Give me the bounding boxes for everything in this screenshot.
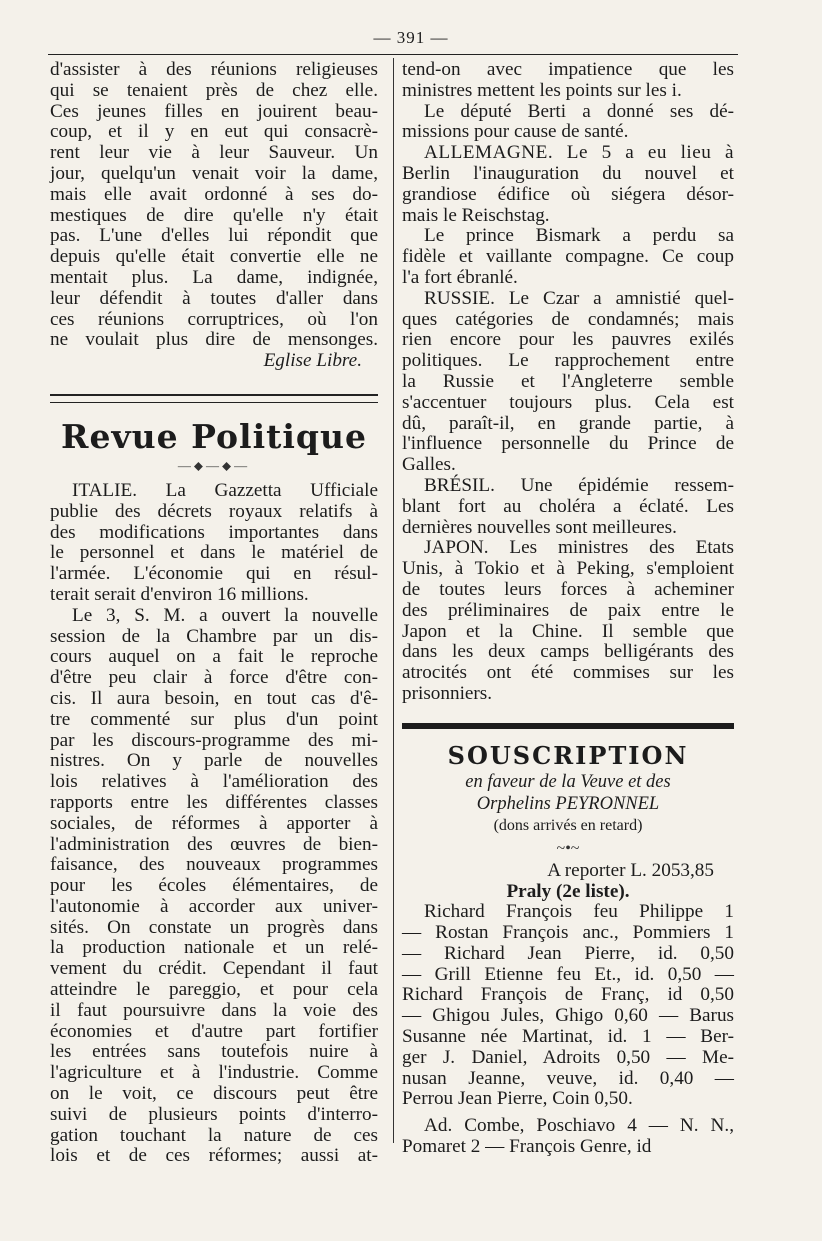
right-column — [402, 60, 734, 1158]
text-line: mais elle avait ordonné à ses do- — [50, 183, 378, 205]
text-line: Unis, à Tokio et à Peking, s'emploient — [402, 558, 734, 580]
donation-line: Susanne née Martinat, id. 1 — Ber- — [402, 1026, 734, 1048]
donation-line: ger J. Daniel, Adroits 0,50 — Me- — [402, 1046, 734, 1068]
donation-line: — Grill Etienne feu Et., id. 0,50 — — [402, 963, 734, 985]
donation-line: — Rostan François anc., Pommiers 1 — [402, 922, 734, 944]
text-line: l'agriculture et à l'industrie. Comme — [50, 1062, 378, 1084]
ornament: —⬥—⬥— — [177, 457, 251, 473]
text-line: rapports entre les différentes classes — [50, 791, 378, 813]
donation-line: Ad. Combe, Poschiavo 4 — N. N., — [424, 1115, 734, 1137]
text-line: des préliminaires de paix entre le — [402, 599, 734, 621]
page-number: — 391 — — [373, 28, 449, 47]
text-line: tend-on avec impatience que les — [402, 59, 734, 80]
text-line: politiques. Le rapprochement entre — [402, 350, 734, 372]
text-line: jour, quelqu'un venait voir la dame, — [50, 162, 378, 184]
left-column — [50, 60, 378, 1167]
column-divider — [393, 58, 394, 1143]
text-line: rent leur vie à leur Sauveur. Un — [50, 142, 378, 164]
souscription-subtitle: Orphelins PEYRONNEL — [476, 793, 660, 814]
souscription-subtitle: en faveur de la Veuve et des — [465, 771, 671, 792]
text-line: missions pour cause de santé. — [402, 121, 629, 143]
text-line: ques catégories de condamnés; mais — [402, 308, 734, 330]
text-line: JAPON. Les ministres des Etats — [424, 537, 734, 559]
text-line: ces réunions corruptrices, où l'on — [50, 308, 378, 330]
signature: Eglise Libre. — [263, 350, 362, 372]
text-line: BRÉSIL. Une épidémie ressem- — [424, 474, 734, 496]
text-line: dû, paraît-il, en grande partie, à — [402, 412, 734, 434]
text-line: l'a fort ébranlé. — [402, 266, 518, 288]
text-line: terait serait d'environ 16 millions. — [50, 583, 309, 605]
text-line: Galles. — [402, 454, 456, 476]
text-line: de toutes leurs forces à acheminer — [402, 578, 734, 600]
report-total: A reporter L. 2053,85 — [547, 859, 714, 881]
text-line: atrocités ont été commises sur les — [402, 662, 734, 684]
text-line: ne voulait plus dire de mensonges. — [50, 329, 378, 351]
text-line: Le 3, S. M. a ouvert la nouvelle — [72, 604, 378, 626]
donation-line: Richard François feu Philippe 1 — [424, 901, 734, 923]
donation-line: Richard François de Franç, id 0,50 — [402, 984, 734, 1006]
text-line: suivi de plusieurs points d'interro- — [50, 1103, 378, 1125]
text-line: publie des décrets royaux relatifs à — [50, 500, 378, 522]
text-line: lois et de ces réformes; aussi at- — [50, 1145, 378, 1167]
text-line: rien encore pour les pauvres exilés — [402, 329, 734, 351]
text-line: ALLEMAGNE. Le 5 a eu lieu à — [424, 142, 734, 164]
souscription-title: SOUSCRIPTION — [447, 740, 689, 770]
text-line: dernières nouvelles sont meilleures. — [402, 516, 677, 538]
souscription-note: (dons arrivés en retard) — [493, 816, 643, 834]
text-line: l'armée. L'économie qui en résul- — [50, 563, 378, 585]
text-line: l'influence personnelle du Prince de — [402, 433, 734, 455]
donation-line: Pomaret 2 — François Genre, id — [402, 1136, 652, 1158]
text-line: mestiques de dire qu'elle n'y était — [50, 204, 378, 226]
ornament: ~•~ — [556, 839, 580, 857]
text-line: Le prince Bismark a perdu sa — [424, 225, 734, 247]
italie-paragraph — [50, 481, 378, 606]
text-line: ITALIE. La Gazzetta Ufficiale — [72, 479, 378, 501]
praly-heading: Praly (2e liste). — [506, 880, 630, 902]
section-rule — [50, 394, 378, 403]
text-line: coup, et il y en eut qui consacrè- — [50, 121, 378, 143]
text-line: sités. On constate un progrès dans — [50, 916, 378, 938]
text-line: des modifications importantes dans — [50, 521, 378, 543]
text-line: nistres. On y parle de nouvelles — [50, 750, 378, 772]
religious-meetings-paragraph — [50, 60, 378, 372]
text-line: qui se tenaient près de chez elle. — [50, 79, 378, 101]
text-line: Ces jeunes filles en jouirent beau- — [50, 100, 378, 122]
donation-line: Perrou Jean Pierre, Coin 0,50. — [402, 1088, 633, 1110]
donation-line: nusan Jeanne, veuve, id. 0,40 — — [402, 1067, 734, 1089]
text-line: sociales, de réformes à apporter à — [50, 812, 378, 834]
text-line: mentait plus. La dame, indignée, — [50, 266, 378, 288]
souscription-section — [402, 741, 734, 1158]
text-line: la Russie et l'Angleterre semble — [402, 370, 734, 392]
text-line: pour les écoles élémentaires, de — [50, 875, 378, 897]
text-line: mais le Reischstag. — [402, 204, 550, 226]
text-line: faisance, des nouveaux programmes — [50, 854, 378, 876]
text-line: s'accentuer toujours plus. Cela est — [402, 391, 734, 413]
section-heading: Revue Politique — [61, 416, 367, 456]
text-line: depuis qu'elle était convertie elle ne — [50, 246, 378, 268]
text-line: d'assister à des réunions religieuses — [50, 59, 378, 80]
text-line: prisonniers. — [402, 682, 493, 704]
text-line: les entrées sans toutefois nuire à — [50, 1041, 378, 1063]
text-line: lois relatives à l'amélioration des — [50, 771, 378, 793]
text-line: tre commenté sur plus d'un point — [50, 708, 378, 730]
text-line: d'être peu clair à force d'être con- — [50, 667, 378, 689]
text-line: cis. Il aura besoin, en tout cas d'ê- — [50, 687, 378, 709]
text-line: le personnel et dans le matériel de — [50, 542, 378, 564]
text-line: RUSSIE. Le Czar a amnistié quel- — [424, 287, 734, 309]
text-line: grandiose édifice où siégera désor- — [402, 183, 734, 205]
text-line: l'autonomie à accorder aux univer- — [50, 895, 378, 917]
text-line: économies et d'autre part fortifier — [50, 1020, 378, 1042]
text-line: cours auquel on a fait le reproche — [50, 646, 378, 668]
text-line: Japon et la Chine. Il semble que — [402, 620, 734, 642]
text-line: Berlin l'inauguration du nouvel et — [402, 162, 734, 184]
text-line: session de la Chambre par un dis- — [50, 625, 378, 647]
donation-line: — Richard Jean Pierre, id. 0,50 — [402, 942, 734, 964]
text-line: dans les deux camps belligérants des — [402, 641, 734, 663]
text-line: fidèle et vaillante compagne. Ce coup — [402, 246, 734, 268]
text-line: gation touchant la nature de ces — [50, 1124, 378, 1146]
text-line: on le voit, ce discours peut être — [50, 1083, 378, 1105]
text-line: vement du crédit. Cependant il faut — [50, 958, 378, 980]
donation-line: — Ghigou Jules, Ghigo 0,60 — Barus — [402, 1005, 734, 1027]
text-line: leur défendit à toutes d'aller dans — [50, 287, 378, 309]
text-line: l'administration des œuvres de bien- — [50, 833, 378, 855]
text-line: atteindre le pareggio, et pour cela — [50, 979, 378, 1001]
text-line: la production nationale et un relé- — [50, 937, 378, 959]
text-line: pas. L'une d'elles lui répondit que — [50, 225, 378, 247]
text-line: blant fort au choléra a éclaté. Les — [402, 495, 734, 517]
text-line: il faut poursuivre dans la voie des — [50, 999, 378, 1021]
text-line: par les discours-programme des mi- — [50, 729, 378, 751]
header-rule — [48, 54, 738, 55]
chambre-paragraph — [50, 606, 378, 1168]
section-rule — [402, 723, 734, 729]
text-line: ministres mettent les points sur les i. — [402, 79, 682, 101]
text-line: Le député Berti a donné ses dé- — [424, 100, 734, 122]
